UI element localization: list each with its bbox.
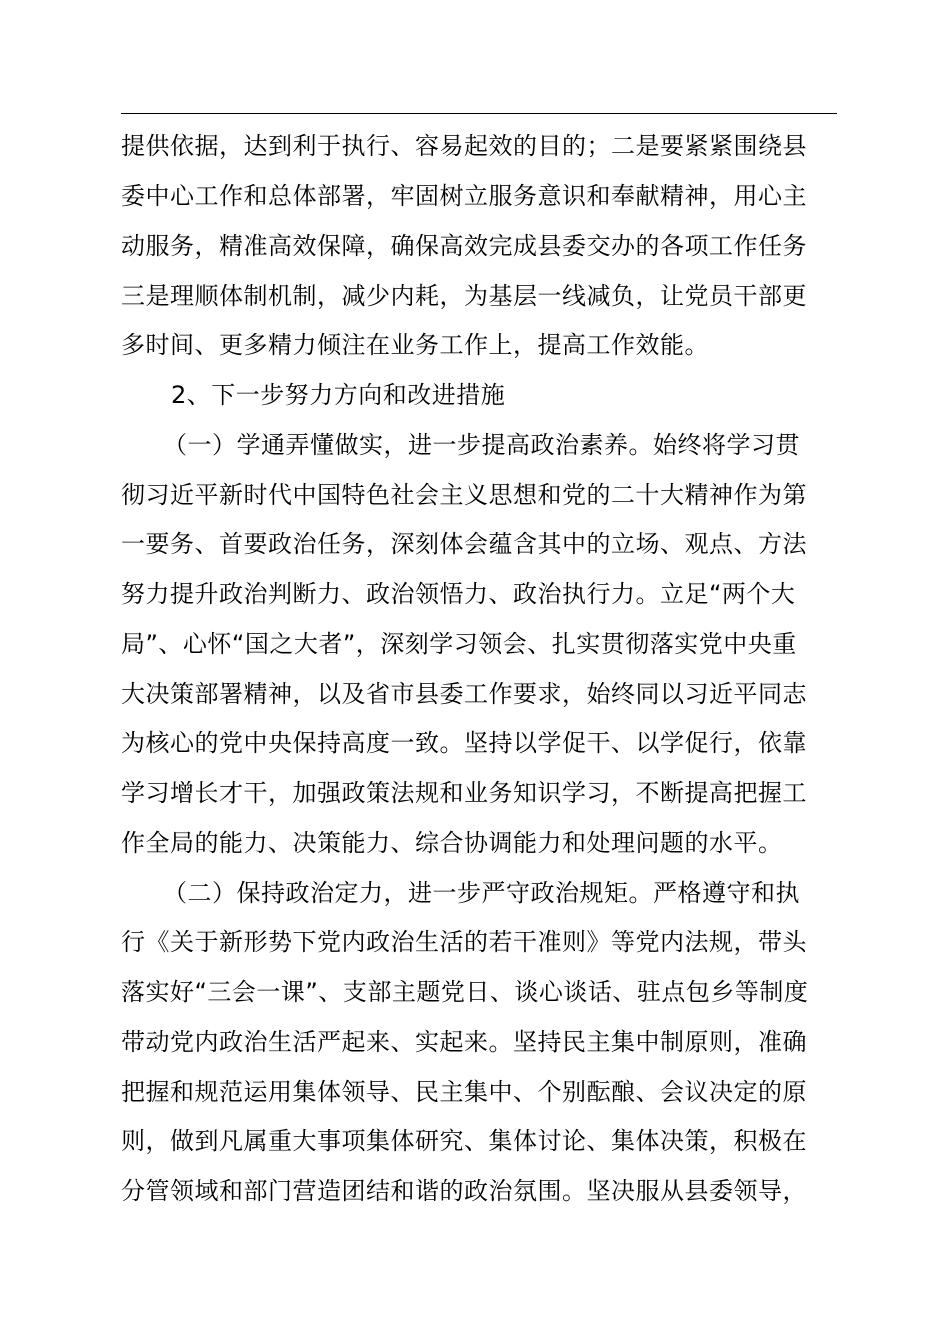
text-line: 把握和规范运用集体领导、民主集中、个别酝酿、会议决定的原 xyxy=(121,1078,807,1106)
text-line: 提供依据，达到利于执行、容易起效的目的；二是要紧紧围绕县 xyxy=(121,132,807,160)
text-line: 则，做到凡属重大事项集体研究、集体讨论、集体决策，积极在 xyxy=(121,1127,807,1155)
text-line: 为核心的党中央保持高度一致。坚持以学促干、以学促行，依靠 xyxy=(121,729,807,757)
text-line: 委中心工作和总体部署，牢固树立服务意识和奉献精神，用心主 xyxy=(121,182,807,210)
header-rule xyxy=(121,113,837,114)
text-line: 作全局的能力、决策能力、综合协调能力和处理问题的水平。 xyxy=(121,829,783,857)
text-line: 多时间、更多精力倾注在业务工作上，提高工作效能。 xyxy=(121,331,709,359)
text-line: 努力提升政治判断力、政治领悟力、政治执行力。立足“两个大 xyxy=(121,580,796,608)
text-line: 局”、心怀“国之大者”，深刻学习领会、扎实贯彻落实党中央重 xyxy=(121,630,797,658)
paragraph-heading-1: （一）学通弄懂做实，进一步提高政治素养。始终将学习贯 xyxy=(163,431,800,459)
text-line: 带动党内政治生活严起来、实起来。坚持民主集中制原则，准确 xyxy=(121,1028,807,1056)
text-line: 行《关于新形势下党内政治生活的若干准则》等党内法规，带头 xyxy=(121,928,807,956)
text-line: 一要务、首要政治任务，深刻体会蕴含其中的立场、观点、方法 xyxy=(121,530,807,558)
text-line: 彻习近平新时代中国特色社会主义思想和党的二十大精神作为第 xyxy=(121,481,807,509)
text-line: 大决策部署精神，以及省市县委工作要求，始终同以习近平同志 xyxy=(121,680,807,708)
paragraph-heading-2: （二）保持政治定力，进一步严守政治规矩。严格遵守和执 xyxy=(163,879,800,907)
text-line: 三是理顺体制机制，减少内耗，为基层一线减负，让党员干部更 xyxy=(121,282,807,310)
text-line: 分管领域和部门营造团结和谐的政治氛围。坚决服从县委领导， xyxy=(121,1177,807,1205)
section-heading: 2、下一步努力方向和改进措施 xyxy=(171,381,506,409)
text-line: 动服务，精准高效保障，确保高效完成县委交办的各项工作任务 xyxy=(121,232,807,260)
text-line: 学习增长才干，加强政策法规和业务知识学习，不断提高把握工 xyxy=(121,779,807,807)
text-line: 落实好“三会一课”、支部主题党日、谈心谈话、驻点包乡等制度 xyxy=(121,978,809,1006)
